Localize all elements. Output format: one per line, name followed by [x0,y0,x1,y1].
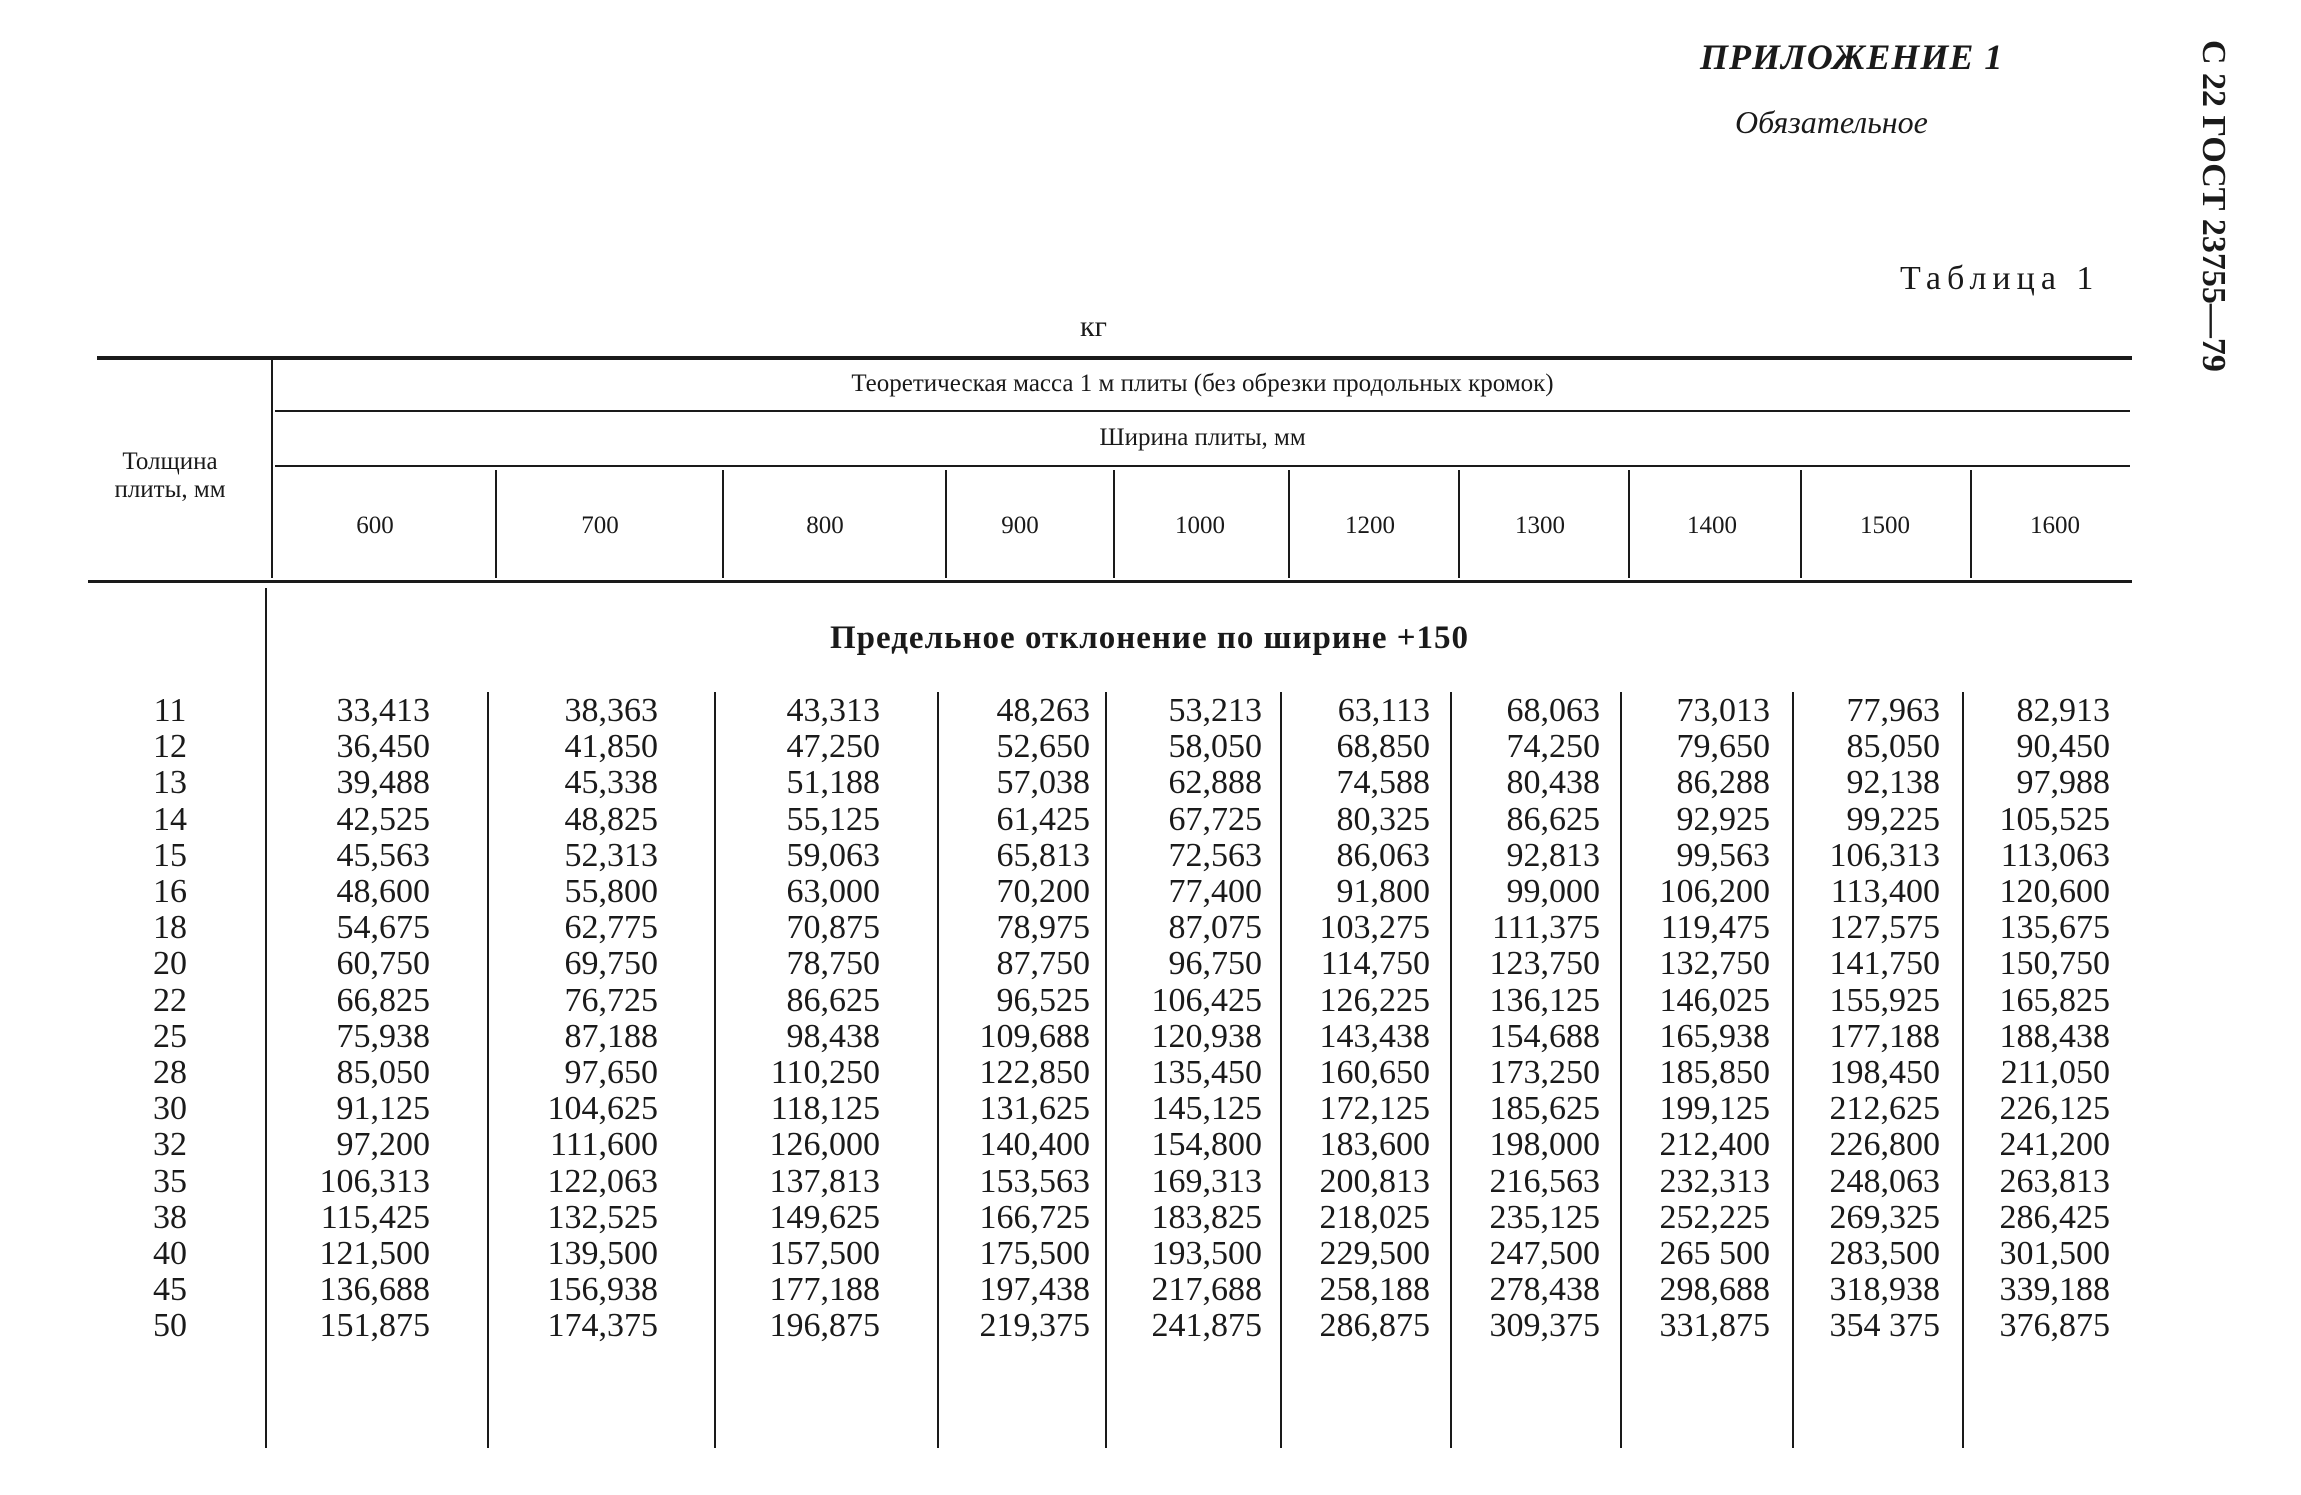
appendix-title: ПРИЛОЖЕНИЕ 1 [1700,37,2004,77]
body-divider [1280,692,1282,1448]
mass-cell: 177,188 [769,1271,880,1309]
body-divider [1962,692,1964,1448]
width-col-header: 600 [356,512,394,539]
mass-cell: 122,850 [979,1054,1090,1091]
mass-cell: 150,750 [1999,945,2110,983]
mass-cell: 241,875 [1151,1307,1262,1345]
deviation-heading: Предельное отклонение по ширине +150 [830,620,1470,656]
mass-cell: 86,625 [786,981,880,1019]
mass-cell: 154,800 [1151,1126,1262,1164]
thickness-cell: 28 [153,1054,187,1091]
mass-cell: 258,188 [1319,1271,1430,1309]
width-col-header: 1400 [1687,512,1737,539]
mass-cell: 149,625 [769,1198,880,1236]
mass-cell: 140,400 [979,1126,1090,1164]
mass-cell: 68,063 [1506,692,1600,729]
header-divider [1800,470,1802,578]
mass-cell: 92,925 [1676,800,1770,838]
mass-cell: 183,600 [1319,1126,1430,1164]
mass-cell: 86,063 [1336,836,1430,874]
table-top-rule [97,356,2132,360]
mass-cell: 77,963 [1846,692,1940,729]
thickness-cell: 11 [153,692,187,729]
body-divider [265,588,267,1448]
mass-cell: 173,250 [1489,1054,1600,1091]
mass-cell: 185,850 [1659,1054,1770,1091]
mass-cell: 55,800 [564,873,658,910]
mass-cell: 177,188 [1829,1017,1940,1055]
mass-cell: 212,400 [1659,1126,1770,1164]
unit-label: кг [1080,310,1107,343]
mass-cell: 200,813 [1319,1162,1430,1200]
header-divider [945,470,947,578]
mass-cell: 156,938 [547,1271,658,1309]
header-divider [495,470,497,578]
mass-cell: 79,650 [1676,728,1770,766]
mass-cell: 354 375 [1829,1307,1940,1345]
mass-cell: 80,325 [1336,800,1430,838]
thickness-cell: 15 [153,836,187,874]
mass-cell: 70,200 [996,873,1090,910]
mass-cell: 59,063 [786,836,880,874]
mass-cell: 99,000 [1506,873,1600,910]
mass-cell: 248,063 [1829,1162,1940,1200]
mass-cell: 78,975 [996,909,1090,947]
mass-cell: 232,313 [1659,1162,1770,1200]
mass-cell: 115,425 [320,1198,430,1236]
mass-cell: 105,525 [1999,800,2110,838]
mass-cell: 98,438 [786,1017,880,1055]
mass-cell: 165,825 [1999,981,2110,1019]
width-col-header: 800 [806,512,844,539]
mass-cell: 52,313 [564,836,658,874]
table-title: Таблица 1 [1900,260,2100,297]
mass-cell: 122,063 [547,1162,658,1200]
mass-cell: 198,000 [1489,1126,1600,1164]
header-bottom-rule [88,580,2132,583]
mass-cell: 136,688 [319,1271,430,1309]
mass-cell: 74,250 [1506,728,1600,766]
mass-cell: 139,500 [547,1235,658,1272]
width-col-header: 1600 [2030,512,2080,539]
mass-cell: 80,438 [1506,764,1600,802]
mass-cell: 197,438 [979,1271,1090,1309]
mass-cell: 54,675 [336,909,430,947]
mass-cell: 87,075 [1168,909,1262,947]
mass-cell: 60,750 [336,945,430,983]
mass-cell: 212,625 [1829,1090,1940,1128]
mass-cell: 153,563 [979,1162,1090,1200]
mass-cell: 278,438 [1489,1271,1600,1309]
thickness-header-line2: плиты, мм [114,476,226,503]
running-head: С 22 ГОСТ 23755—79 [2195,40,2232,372]
mass-cell: 99,225 [1846,800,1940,838]
body-divider [1792,692,1794,1448]
mass-cell: 53,213 [1168,692,1262,729]
mass-cell: 96,750 [1168,945,1262,983]
mass-cell: 298,688 [1659,1271,1770,1309]
mass-cell: 165,938 [1659,1017,1770,1055]
mass-header-rule [275,410,2130,412]
mass-cell: 121,500 [319,1235,430,1272]
mass-cell: 218,025 [1319,1198,1430,1236]
mass-cell: 109,688 [979,1017,1090,1055]
mass-cell: 61,425 [996,800,1090,838]
mass-cell: 70,875 [786,909,880,947]
mass-cell: 76,725 [564,981,658,1019]
mass-cell: 74,588 [1336,764,1430,802]
mass-cell: 241,200 [1999,1126,2110,1164]
thickness-cell: 13 [153,764,187,802]
thickness-cell: 45 [153,1271,187,1309]
mass-cell: 175,500 [979,1235,1090,1272]
mass-cell: 106,200 [1659,873,1770,910]
thickness-header-line1: Толщина [122,448,218,475]
thickness-cell: 35 [153,1162,187,1200]
mass-cell: 126,225 [1319,981,1430,1019]
header-divider [722,470,724,578]
thickness-cell: 38 [153,1198,187,1236]
mass-cell: 111,375 [1492,909,1600,947]
thickness-cell: 20 [153,945,187,983]
width-header-rule [275,465,2130,467]
thickness-cell: 25 [153,1017,187,1055]
mass-cell: 166,725 [979,1198,1090,1236]
thickness-cell: 32 [153,1126,187,1164]
mass-cell: 226,800 [1829,1126,1940,1164]
mass-cell: 62,775 [564,909,658,947]
mass-cell: 67,725 [1168,800,1262,838]
mass-cell: 57,038 [996,764,1090,802]
mass-cell: 155,925 [1829,981,1940,1019]
thickness-cell: 40 [153,1235,187,1272]
mass-cell: 91,125 [336,1090,430,1128]
mass-cell: 198,450 [1829,1054,1940,1091]
mass-cell: 263,813 [1999,1162,2110,1200]
mass-cell: 120,938 [1151,1017,1262,1055]
mass-header: Теоретическая масса 1 м плиты (без обрезки продольных кромок) [851,370,1554,397]
thickness-cell: 30 [153,1090,187,1128]
mass-cell: 110,250 [770,1054,880,1091]
mass-cell: 106,425 [1151,981,1262,1019]
mass-cell: 174,375 [547,1307,658,1345]
mass-cell: 301,500 [1999,1235,2110,1272]
mass-cell: 45,338 [564,764,658,802]
mass-cell: 97,200 [336,1126,430,1164]
thickness-cell: 18 [153,909,187,947]
mass-cell: 65,813 [996,836,1090,874]
mass-cell: 339,188 [1999,1271,2110,1309]
mass-cell: 135,675 [1999,909,2110,947]
width-col-header: 1500 [1860,512,1910,539]
width-col-header: 900 [1001,512,1039,539]
mass-cell: 42,525 [336,800,430,838]
mass-cell: 68,850 [1336,728,1430,766]
mass-cell: 63,113 [1337,692,1430,729]
mass-cell: 286,875 [1319,1307,1430,1345]
mass-cell: 286,425 [1999,1198,2110,1236]
body-divider [714,692,716,1448]
mass-cell: 106,313 [1829,836,1940,874]
header-divider [271,360,273,578]
mass-cell: 229,500 [1319,1235,1430,1272]
mass-cell: 87,188 [564,1017,658,1055]
mass-cell: 127,575 [1829,909,1940,947]
mass-cell: 151,875 [319,1307,430,1345]
mass-cell: 199,125 [1659,1090,1770,1128]
mass-cell: 78,750 [786,945,880,983]
thickness-cell: 22 [153,981,187,1019]
header-divider [1970,470,1972,578]
mass-cell: 51,188 [786,764,880,802]
mass-cell: 96,525 [996,981,1090,1019]
mass-cell: 196,875 [769,1307,880,1345]
thickness-cell: 50 [153,1307,187,1345]
mass-cell: 73,013 [1676,692,1770,729]
mass-cell: 45,563 [336,836,430,874]
thickness-cell: 14 [153,800,187,838]
mass-cell: 113,400 [1830,873,1940,910]
width-col-header: 1300 [1515,512,1565,539]
mass-cell: 126,000 [769,1126,880,1164]
mass-cell: 43,313 [786,692,880,729]
thickness-header [65,448,275,504]
mass-cell: 219,375 [979,1307,1090,1345]
mass-cell: 113,063 [2000,836,2110,874]
mass-cell: 103,275 [1319,909,1430,947]
width-col-header: 1200 [1345,512,1395,539]
mass-cell: 216,563 [1489,1162,1600,1200]
mass-cell: 75,938 [336,1017,430,1055]
mass-cell: 85,050 [336,1054,430,1091]
mass-cell: 131,625 [979,1090,1090,1128]
header-divider [1458,470,1460,578]
mass-cell: 86,288 [1676,764,1770,802]
mass-cell: 172,125 [1319,1090,1430,1128]
mass-cell: 97,988 [2016,764,2110,802]
mass-cell: 226,125 [1999,1090,2110,1128]
mass-cell: 269,325 [1829,1198,1940,1236]
mass-cell: 120,600 [1999,873,2110,910]
thickness-cell: 12 [153,728,187,766]
mass-cell: 62,888 [1168,764,1262,802]
mandatory-label: Обязательное [1735,104,1928,140]
width-header: Ширина плиты, мм [1099,424,1306,451]
mass-cell: 114,750 [1320,945,1430,983]
mass-cell: 143,438 [1319,1017,1430,1055]
mass-cell: 91,800 [1336,873,1430,910]
mass-cell: 58,050 [1168,728,1262,766]
mass-cell: 99,563 [1676,836,1770,874]
mass-cell: 137,813 [769,1162,880,1200]
mass-cell: 136,125 [1489,981,1600,1019]
mass-cell: 86,625 [1506,800,1600,838]
mass-cell: 72,563 [1168,836,1262,874]
header-divider [1113,470,1115,578]
mass-cell: 63,000 [786,873,880,910]
width-col-header: 1000 [1175,512,1225,539]
mass-cell: 106,313 [319,1162,430,1200]
mass-cell: 160,650 [1319,1054,1430,1091]
mass-cell: 55,125 [786,800,880,838]
mass-cell: 217,688 [1151,1271,1262,1309]
mass-cell: 235,125 [1489,1198,1600,1236]
mass-cell: 87,750 [996,945,1090,983]
mass-cell: 48,263 [996,692,1090,729]
mass-cell: 331,875 [1659,1307,1770,1345]
mass-cell: 183,825 [1151,1198,1262,1236]
mass-cell: 265 500 [1659,1235,1770,1272]
mass-cell: 104,625 [547,1090,658,1128]
mass-cell: 77,400 [1168,873,1262,910]
mass-cell: 85,050 [1846,728,1940,766]
mass-cell: 97,650 [564,1054,658,1091]
mass-cell: 252,225 [1659,1198,1770,1236]
mass-cell: 90,450 [2016,728,2110,766]
mass-cell: 69,750 [564,945,658,983]
mass-cell: 36,450 [336,728,430,766]
mass-cell: 146,025 [1659,981,1770,1019]
body-divider [487,692,489,1448]
mass-cell: 141,750 [1829,945,1940,983]
mass-cell: 38,363 [564,692,658,729]
mass-cell: 119,475 [1660,909,1770,947]
mass-cell: 376,875 [1999,1307,2110,1345]
mass-cell: 39,488 [336,764,430,802]
mass-cell: 92,138 [1846,764,1940,802]
mass-cell: 82,913 [2016,692,2110,729]
mass-cell: 41,850 [564,728,658,766]
mass-cell: 92,813 [1506,836,1600,874]
body-divider [1105,692,1107,1448]
mass-cell: 318,938 [1829,1271,1940,1309]
mass-cell: 157,500 [769,1235,880,1272]
mass-cell: 118,125 [770,1090,880,1128]
mass-cell: 309,375 [1489,1307,1600,1345]
mass-cell: 123,750 [1489,945,1600,983]
mass-cell: 111,600 [550,1126,658,1164]
mass-cell: 169,313 [1151,1162,1262,1200]
mass-cell: 132,750 [1659,945,1770,983]
header-divider [1288,470,1290,578]
mass-cell: 185,625 [1489,1090,1600,1128]
body-divider [1620,692,1622,1448]
width-col-header: 700 [581,512,619,539]
body-divider [937,692,939,1448]
mass-cell: 48,825 [564,800,658,838]
thickness-cell: 16 [153,873,187,910]
mass-cell: 154,688 [1489,1017,1600,1055]
mass-cell: 47,250 [786,728,880,766]
mass-cell: 145,125 [1151,1090,1262,1128]
mass-cell: 188,438 [1999,1017,2110,1055]
mass-cell: 48,600 [336,873,430,910]
mass-cell: 66,825 [336,981,430,1019]
mass-cell: 135,450 [1151,1054,1262,1091]
header-divider [1628,470,1630,578]
body-divider [1450,692,1452,1448]
mass-cell: 52,650 [996,728,1090,766]
mass-cell: 193,500 [1151,1235,1262,1272]
mass-cell: 33,413 [336,692,430,729]
mass-cell: 211,050 [2000,1054,2110,1091]
mass-cell: 247,500 [1489,1235,1600,1272]
mass-cell: 132,525 [547,1198,658,1236]
mass-cell: 283,500 [1829,1235,1940,1272]
